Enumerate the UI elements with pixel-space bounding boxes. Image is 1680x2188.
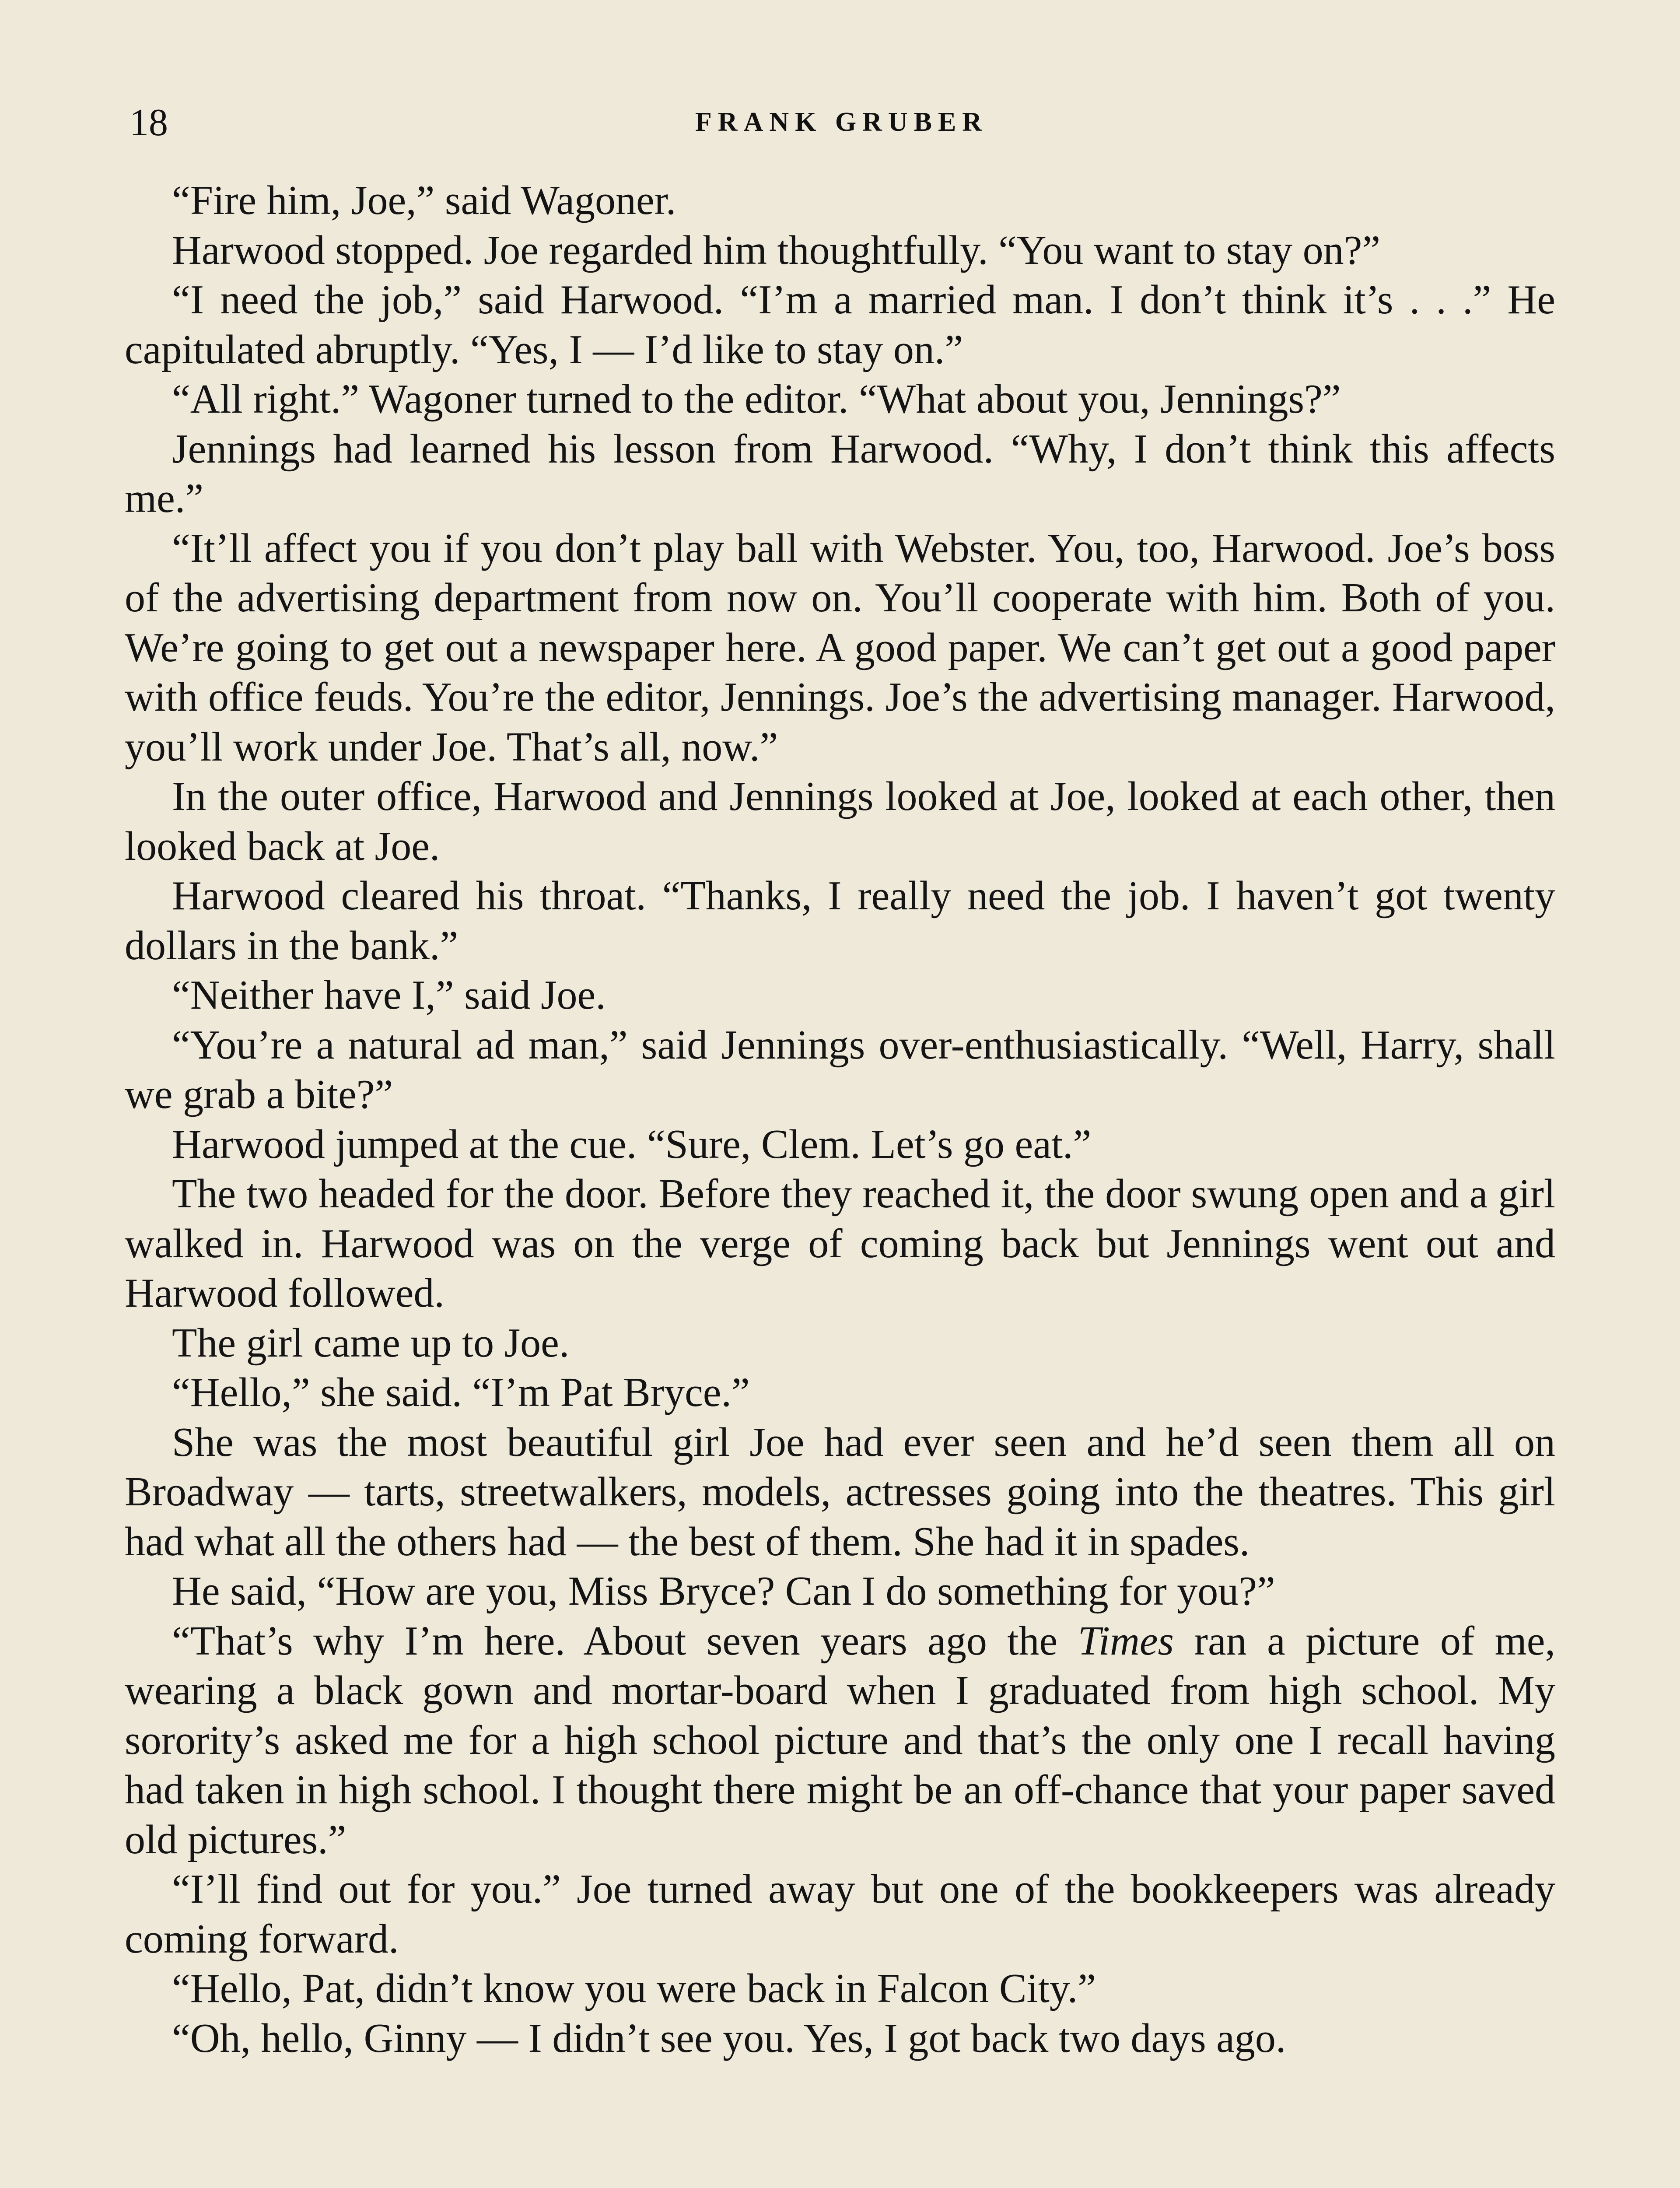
newspaper-title: Times	[1078, 1618, 1174, 1664]
paragraph: “You’re a natural ad man,” said Jennings over-enthusiastically. “Well, Harry, shall we grab a bite?”	[125, 1022, 1555, 1117]
running-head: FRANK GRUBER	[695, 107, 988, 137]
paragraph: The two headed for the door. Before they reached it, the door swung open and a girl walked in. Harwood was on the verge of coming back but Jennings went out and Harwood followed.	[125, 1171, 1555, 1316]
paragraph: In the outer office, Harwood and Jennings looked at Joe, looked at each other, then looked back at Joe.	[125, 774, 1555, 869]
paragraph: “Fire him, Joe,” said Wagoner.	[172, 178, 676, 223]
paragraph: Jennings had learned his lesson from Harwood. “Why, I don’t think this affects me.”	[125, 426, 1555, 521]
paragraph: The girl came up to Joe.	[172, 1320, 570, 1366]
paragraph: “All right.” Wagoner turned to the editor. “What about you, Jennings?”	[172, 376, 1341, 422]
paragraph	[125, 1616, 1555, 1865]
paragraph: Harwood cleared his throat. “Thanks, I really need the job. I haven’t got twenty dollars in the bank.”	[125, 873, 1555, 968]
body-text	[125, 176, 1555, 2063]
paragraph: Harwood stopped. Joe regarded him thoughtfully. “You want to stay on?”	[172, 227, 1381, 273]
paragraph: “Oh, hello, Ginny — I didn’t see you. Yes, I got back two days ago.	[172, 2015, 1286, 2061]
paragraph: “I’ll find out for you.” Joe turned away but one of the bookkeepers was already coming forward.	[125, 1866, 1555, 1962]
page-number: 18	[130, 102, 168, 144]
paragraph: “It’ll affect you if you don’t play ball with Webster. You, too, Harwood. Joe’s boss of the advertising department from now on. You’ll cooperate with him. Both of you. We’re going to get out a newspaper here. A good paper. We can’t get out a good paper with office feuds. You’re the editor, Jennings. Joe’s the advertising manager. Harwood, you’ll work under Joe. That’s all, now.”	[125, 525, 1555, 770]
paragraph: “Hello, Pat, didn’t know you were back in Falcon City.”	[172, 1966, 1096, 2011]
paragraph: “Hello,” she said. “I’m Pat Bryce.”	[172, 1370, 750, 1415]
page-header	[130, 101, 1554, 153]
paragraph: He said, “How are you, Miss Bryce? Can I do something for you?”	[172, 1568, 1275, 1614]
paragraph: “Neither have I,” said Joe.	[172, 972, 606, 1018]
paragraph: “I need the job,” said Harwood. “I’m a married man. I don’t think it’s . . .” He capitulated abruptly. “Yes, I — I’d like to stay on.”	[125, 277, 1555, 372]
paragraph-text: “That’s why I’m here. About seven years ago the	[172, 1618, 1078, 1664]
paragraph-text: ran a picture of me, wearing a black gown and mortar-board when I graduated from high school. My sorority’s asked me for a high school picture and that’s the only one I recall having had taken in high school. I thought there might be an off-chance that your paper saved old pictures.”	[125, 1618, 1555, 1862]
paragraph: She was the most beautiful girl Joe had ever seen and he’d seen them all on Broadway — tarts, streetwalkers, models, actresses going into the theatres. This girl had what all the others had — the best of them. She had it in spades.	[125, 1419, 1555, 1564]
paragraph: Harwood jumped at the cue. “Sure, Clem. Let’s go eat.”	[172, 1121, 1092, 1167]
